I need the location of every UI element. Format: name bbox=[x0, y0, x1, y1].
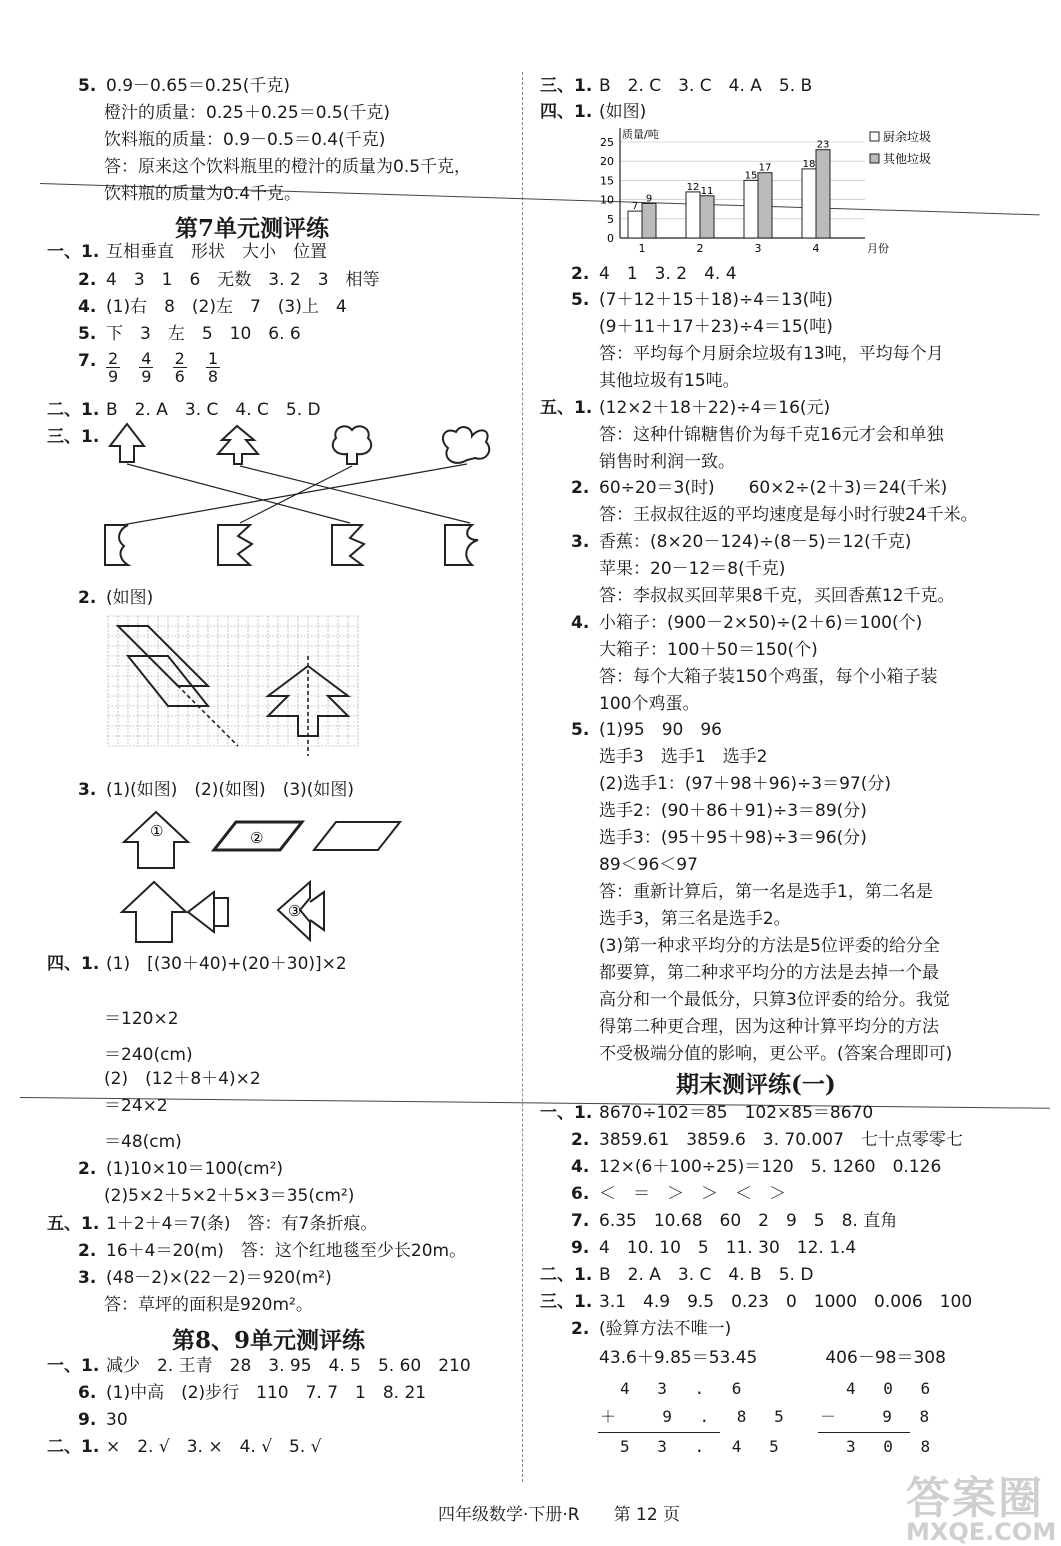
right-answer-line bbox=[599, 503, 978, 527]
answer-text: 6.35 10.68 60 2 9 5 8. 直角 bbox=[599, 1211, 898, 1231]
right-answer-line bbox=[540, 1290, 973, 1314]
question-number: 3. bbox=[78, 780, 97, 800]
left-answer-line bbox=[78, 1239, 467, 1263]
answer-text: 得第二种更合理，因为这种计算平均分的方法 bbox=[599, 1017, 939, 1037]
answer-text: 12×(6＋100÷25)＝120 5. 1260 0.126 bbox=[599, 1157, 942, 1177]
fraction: $\frac{1}{8}$ bbox=[207, 349, 219, 386]
answer-text: 4 1 3. 2 4. 4 bbox=[599, 264, 737, 284]
question-number: 4. bbox=[571, 613, 590, 633]
answer-text: 3859.61 3859.6 3. 70.007 七十点零零七 bbox=[599, 1130, 963, 1150]
right-answer-line bbox=[599, 799, 867, 823]
right-answer-line bbox=[571, 1128, 963, 1152]
answer-text: (1)10×10＝100(cm²) bbox=[106, 1159, 284, 1179]
answer-text: 高分和一个最低分，只算3位评委的给分。我觉 bbox=[599, 990, 950, 1010]
chart-bar bbox=[802, 169, 816, 238]
question-number: 2. bbox=[78, 588, 97, 608]
y-tick-label: 25 bbox=[600, 136, 614, 149]
answer-text: (12×2＋18＋22)÷4＝16(元) bbox=[599, 398, 831, 418]
right-answer-line bbox=[571, 530, 912, 554]
answer-text: 大箱子：100＋50＝150(个) bbox=[599, 640, 818, 660]
answer-text: 答：平均每个月厨余垃圾有13吨，平均每个月 bbox=[599, 344, 944, 364]
question-number: 一、1. bbox=[540, 1103, 593, 1123]
x-tick-label: 2 bbox=[696, 242, 704, 255]
x-tick-label: 4 bbox=[812, 242, 820, 255]
question-number: 5. bbox=[571, 720, 590, 740]
answer-text: 互相垂直 形状 大小 位置 bbox=[106, 242, 327, 262]
answer-text: 16＋4＝20(m) 答：这个红地毯至少长20m。 bbox=[106, 1241, 467, 1261]
bar-value-label: 7 bbox=[631, 201, 639, 213]
final1-title: 期末测评练(一) bbox=[676, 1071, 836, 1098]
answer-text: (如图) bbox=[599, 102, 647, 122]
left-answer-line bbox=[47, 1212, 378, 1236]
left-answer-line bbox=[104, 182, 301, 206]
question-number: 2. bbox=[78, 1159, 97, 1179]
answer-text: (2)5×2＋5×2＋5×3＝35(cm²) bbox=[104, 1186, 355, 1206]
chart-bar bbox=[686, 192, 700, 238]
answer-text: 4 10. 10 5 11. 30 12. 1.4 bbox=[599, 1238, 857, 1258]
answer-text: (9＋11＋17＋23)÷4＝15(吨) bbox=[599, 317, 833, 337]
right-answer-line bbox=[599, 826, 867, 850]
question-number: 四、1. bbox=[47, 954, 100, 974]
question-number: 7. bbox=[571, 1211, 590, 1231]
answer-text: 答：李叔叔买回苹果8千克，买回香蕉12千克。 bbox=[599, 586, 955, 606]
answer-text: (如图) bbox=[106, 588, 154, 608]
page-footer: 四年级数学·下册·R 第 12 页 bbox=[438, 1505, 681, 1525]
left-answer-line bbox=[104, 1130, 182, 1154]
right-answer-line bbox=[571, 476, 948, 500]
answer-text: B 2. A 3. C 4. B 5. D bbox=[599, 1265, 814, 1285]
answer-text: (1) [(30＋40)+(20＋30)]×2 bbox=[106, 954, 347, 974]
answer-text: ＜ ＝ ＞ ＞ ＜ ＞ bbox=[599, 1184, 786, 1204]
question-number: 5. bbox=[78, 76, 97, 96]
right-answer-line bbox=[599, 638, 818, 662]
left-answer-line bbox=[104, 1007, 179, 1031]
answer-text: (2) (12＋8＋4)×2 bbox=[104, 1069, 261, 1089]
chart-bar bbox=[816, 150, 830, 238]
answer-text: (1)右 8 (2)左 7 (3)上 4 bbox=[106, 297, 347, 317]
right-answer-line bbox=[599, 907, 791, 931]
answer-text: 3.1 4.9 9.5 0.23 0 1000 0.006 100 bbox=[599, 1292, 973, 1312]
question-number: 2. bbox=[571, 264, 590, 284]
left-answer-line bbox=[104, 1184, 354, 1208]
question-number: 二、1. bbox=[540, 1265, 593, 1285]
right-answer-line bbox=[540, 1263, 814, 1287]
left-answer-line bbox=[78, 322, 301, 346]
grid-figure bbox=[106, 614, 366, 764]
question-number: 4. bbox=[78, 297, 97, 317]
bar-value-label: 15 bbox=[744, 170, 758, 182]
right-answer-line bbox=[599, 961, 939, 985]
answer-text: 答：草坪的面积是920m²。 bbox=[104, 1295, 313, 1315]
right-answer-line bbox=[599, 880, 933, 904]
answer-text: 都要算，第二种求平均分的方法是去掉一个最 bbox=[599, 963, 939, 983]
chart-bar bbox=[744, 180, 758, 238]
right-answer-line bbox=[540, 100, 647, 124]
question-number: 9. bbox=[78, 1410, 97, 1430]
question-number: 3. bbox=[571, 532, 590, 552]
question-number: 5. bbox=[571, 290, 590, 310]
fraction: $\frac{4}{9}$ bbox=[141, 349, 152, 386]
left-answer-line bbox=[104, 101, 390, 125]
right-answer-line bbox=[599, 557, 785, 581]
answer-text: 销售时利润一致。 bbox=[599, 452, 735, 472]
question-number: 2. bbox=[78, 1241, 97, 1261]
y-tick-label: 0 bbox=[607, 232, 614, 245]
question-number: 二、1. bbox=[47, 400, 100, 420]
vertical-subtraction-result: 3 0 8 bbox=[846, 1437, 940, 1456]
left-answer-line bbox=[47, 952, 347, 976]
left-answer-line bbox=[78, 268, 380, 292]
right-answer-line bbox=[599, 853, 698, 877]
answer-text: 答：原来这个饮料瓶里的橙汁的质量为0.5千克， bbox=[104, 157, 472, 177]
right-answer-line bbox=[571, 1182, 786, 1206]
y-axis-label: 质量/吨 bbox=[622, 128, 659, 141]
left-answer-line bbox=[78, 295, 347, 319]
right-answer-line bbox=[599, 342, 944, 366]
chart-bar bbox=[642, 203, 656, 238]
watermark-sub: MXQE.COM bbox=[906, 1518, 1057, 1546]
answer-text: 饮料瓶的质量：0.9－0.5＝0.4(千克) bbox=[104, 130, 386, 150]
left-answer-line bbox=[104, 1043, 193, 1067]
left-answer-line bbox=[78, 778, 355, 802]
y-tick-label: 5 bbox=[607, 212, 614, 226]
right-answer-line bbox=[571, 1209, 898, 1233]
vertical-addition-mid: ＋ 9 . 8 5 bbox=[600, 1407, 793, 1426]
right-answer-line bbox=[599, 423, 944, 447]
right-answer-line bbox=[571, 718, 722, 742]
legend-label: 厨余垃圾 bbox=[883, 130, 932, 144]
answer-text: 1＋2＋4＝7(条) 答：有7条折痕。 bbox=[106, 1214, 378, 1234]
vertical-subtraction-line bbox=[818, 1432, 910, 1433]
question-number: 3. bbox=[78, 1268, 97, 1288]
left-answer-line bbox=[47, 1435, 322, 1459]
right-answer-line bbox=[571, 288, 833, 312]
answer-text: 43.6＋9.85＝53.45 406－98＝308 bbox=[599, 1348, 946, 1368]
answer-text: (7＋12＋15＋18)÷4＝13(吨) bbox=[599, 290, 833, 310]
left-answer-line bbox=[47, 398, 321, 422]
answer-text: 8670÷102＝85 102×85＝8670 bbox=[599, 1103, 874, 1123]
shapes-figure bbox=[118, 806, 418, 966]
watermark-logo bbox=[906, 1462, 1057, 1546]
y-tick-label: 10 bbox=[600, 193, 614, 207]
question-number: 2. bbox=[571, 1130, 590, 1150]
right-answer-line bbox=[599, 934, 940, 958]
question-number: 五、1. bbox=[47, 1214, 100, 1234]
left-answer-line bbox=[104, 1293, 313, 1317]
answer-text: (1)95 90 96 bbox=[599, 720, 722, 740]
answer-text: 小箱子：(900－2×50)÷(2＋6)＝100(个) bbox=[599, 613, 923, 633]
legend-swatch bbox=[870, 154, 879, 163]
answer-text: B 2. C 3. C 4. A 5. B bbox=[599, 76, 813, 96]
chart-bar bbox=[628, 211, 642, 238]
right-answer-line bbox=[599, 369, 740, 393]
answer-text: (验算方法不唯一) bbox=[599, 1319, 732, 1339]
answer-text: 选手3：(95＋95＋98)÷3＝96(分) bbox=[599, 828, 867, 848]
legend-swatch bbox=[870, 132, 879, 141]
fractions-row bbox=[106, 350, 234, 385]
right-answer-line bbox=[599, 665, 937, 689]
right-answer-line bbox=[571, 1317, 732, 1341]
answer-text: (2)选手1：(97＋98＋96)÷3＝97(分) bbox=[599, 774, 892, 794]
left-answer-line bbox=[104, 1094, 168, 1118]
vertical-addition-result: 5 3 . 4 5 bbox=[620, 1437, 788, 1456]
answer-text: ＝24×2 bbox=[104, 1096, 168, 1116]
left-answer-line bbox=[78, 349, 96, 373]
fraction: $\frac{2}{6}$ bbox=[174, 349, 185, 386]
answer-text: 选手3 选手1 选手2 bbox=[599, 747, 768, 767]
right-answer-line bbox=[571, 1236, 857, 1260]
answer-text: ＝120×2 bbox=[104, 1009, 179, 1029]
question-number: 5. bbox=[78, 324, 97, 344]
right-answer-line bbox=[599, 692, 699, 716]
left-answer-line bbox=[47, 425, 99, 449]
chart-bar bbox=[758, 173, 772, 238]
column-separator bbox=[522, 72, 523, 1482]
question-number: 二、1. bbox=[47, 1437, 100, 1457]
answer-text: 不受极端分值的影响，更公平。(答案合理即可) bbox=[599, 1044, 953, 1064]
left-answer-line bbox=[78, 1266, 332, 1290]
question-number: 2. bbox=[78, 270, 97, 290]
answer-text: 香蕉：(8×20－124)÷(8－5)＝12(千克) bbox=[599, 532, 912, 552]
question-number: 三、1. bbox=[47, 427, 100, 447]
bar-value-label: 12 bbox=[686, 181, 700, 193]
right-answer-line bbox=[540, 396, 831, 420]
circled-number-2: ② bbox=[250, 829, 264, 847]
bar-value-label: 9 bbox=[645, 193, 653, 205]
fraction: $\frac{2}{9}$ bbox=[108, 349, 119, 386]
left-answer-line bbox=[47, 240, 327, 264]
answer-text: (48－2)×(22－2)＝920(m²) bbox=[106, 1268, 332, 1288]
left-answer-line bbox=[78, 1157, 284, 1181]
answer-text: 30 bbox=[106, 1410, 128, 1430]
left-answer-line bbox=[78, 1408, 128, 1432]
fold-line-bottom bbox=[20, 1097, 1050, 1109]
left-answer-line bbox=[47, 1354, 471, 1378]
x-axis-label: 月份 bbox=[867, 242, 889, 255]
answer-text: (1)(如图) (2)(如图) (3)(如图) bbox=[106, 780, 355, 800]
question-number: 4. bbox=[571, 1157, 590, 1177]
bar-value-label: 23 bbox=[816, 139, 830, 151]
right-answer-line bbox=[599, 584, 954, 608]
answer-text: 89＜96＜97 bbox=[599, 855, 698, 875]
right-answer-line bbox=[599, 1015, 939, 1039]
answer-text: ＝240(cm) bbox=[104, 1045, 193, 1065]
answer-text: 答：每个大箱子装150个鸡蛋，每个小箱子装 bbox=[599, 667, 938, 687]
right-answer-line bbox=[540, 1101, 874, 1125]
matching-figure bbox=[100, 420, 500, 585]
watermark-main: 答案圈 bbox=[906, 1473, 1044, 1524]
answer-text: ＝48(cm) bbox=[104, 1132, 182, 1152]
answer-text: 选手3，第三名是选手2。 bbox=[599, 909, 791, 929]
vertical-subtraction-top: 4 0 6 bbox=[846, 1379, 940, 1398]
left-answer-line bbox=[104, 1067, 261, 1091]
left-answer-line bbox=[104, 155, 471, 179]
garbage-bar-chart bbox=[590, 126, 955, 260]
question-number: 2. bbox=[571, 478, 590, 498]
question-number: 五、1. bbox=[540, 398, 593, 418]
question-number: 四、1. bbox=[540, 102, 593, 122]
bar-value-label: 18 bbox=[802, 158, 816, 170]
answer-text: (1)中高 (2)步行 110 7. 7 1 8. 21 bbox=[106, 1383, 427, 1403]
answer-text: 苹果：20－12＝8(千克) bbox=[599, 559, 786, 579]
y-tick-label: 20 bbox=[600, 155, 614, 169]
vertical-addition-top: 4 3 . 6 bbox=[620, 1379, 751, 1398]
circled-number-3: ③ bbox=[288, 902, 302, 920]
answer-text: × 2. √ 3. × 4. √ 5. √ bbox=[106, 1437, 322, 1457]
left-answer-line bbox=[78, 586, 154, 610]
answer-text: 下 3 左 5 10 6. 6 bbox=[106, 324, 301, 344]
left-answer-line bbox=[78, 74, 291, 98]
right-answer-line bbox=[599, 1042, 952, 1066]
question-number: 三、1. bbox=[540, 76, 593, 96]
bar-value-label: 11 bbox=[700, 185, 714, 197]
answer-text: 60÷20＝3(时) 60×2÷(2＋3)＝24(千米) bbox=[599, 478, 948, 498]
answer-text: 选手2：(90＋86＋91)÷3＝89(分) bbox=[599, 801, 867, 821]
legend-label: 其他垃圾 bbox=[883, 152, 932, 166]
answer-text: 其他垃圾有15吨。 bbox=[599, 371, 740, 391]
left-answer-line bbox=[78, 1381, 427, 1405]
x-tick-label: 3 bbox=[754, 242, 762, 255]
answer-text: 100个鸡蛋。 bbox=[599, 694, 700, 714]
question-number: 一、1. bbox=[47, 1356, 100, 1376]
right-answer-line bbox=[599, 315, 833, 339]
right-answer-line bbox=[599, 745, 767, 769]
circled-number-1: ① bbox=[150, 822, 164, 840]
y-tick-label: 15 bbox=[600, 174, 614, 188]
question-number: 9. bbox=[571, 1238, 590, 1258]
answer-text: 答：重新计算后，第一名是选手1，第二名是 bbox=[599, 882, 933, 902]
question-number: 一、1. bbox=[47, 242, 100, 262]
vertical-subtraction-mid: － 9 8 bbox=[820, 1407, 939, 1426]
question-number: 7. bbox=[78, 351, 97, 371]
left-answer-line bbox=[104, 128, 385, 152]
answer-text: 减少 2. 王青 28 3. 95 4. 5 5. 60 210 bbox=[106, 1356, 471, 1376]
answer-text: B 2. A 3. C 4. C 5. D bbox=[106, 400, 321, 420]
question-number: 三、1. bbox=[540, 1292, 593, 1312]
right-answer-line bbox=[599, 988, 950, 1012]
question-number: 6. bbox=[78, 1383, 97, 1403]
right-answer-line bbox=[540, 74, 813, 98]
x-tick-label: 1 bbox=[638, 242, 646, 255]
answer-text: 0.9－0.65＝0.25(千克) bbox=[106, 76, 291, 96]
answer-text: 答：王叔叔往返的平均速度是每小时行驶24千米。 bbox=[599, 505, 978, 525]
question-number: 2. bbox=[571, 1319, 590, 1339]
answer-text: (3)第一种求平均分的方法是5位评委的给分全 bbox=[599, 936, 940, 956]
chart-bar bbox=[700, 196, 714, 238]
answer-text: 饮料瓶的质量为0.4千克。 bbox=[104, 184, 302, 204]
unit89-title: 第8、9单元测评练 bbox=[172, 1327, 366, 1354]
answer-text: 4 3 1 6 无数 3. 2 3 相等 bbox=[106, 270, 380, 290]
right-answer-line bbox=[599, 772, 891, 796]
right-answer-line bbox=[571, 1155, 942, 1179]
right-answer-line bbox=[599, 450, 735, 474]
unit7-title: 第7单元测评练 bbox=[175, 215, 330, 242]
question-number: 6. bbox=[571, 1184, 590, 1204]
bar-value-label: 17 bbox=[758, 162, 772, 174]
right-answer-line bbox=[571, 262, 737, 286]
right-answer-line bbox=[599, 1346, 946, 1370]
answer-text: 橙汁的质量：0.25＋0.25＝0.5(千克) bbox=[104, 103, 391, 123]
answer-text: 答：这种什锦糖售价为每千克16元才会和单独 bbox=[599, 425, 944, 445]
right-answer-line bbox=[571, 611, 923, 635]
vertical-addition-line bbox=[598, 1432, 720, 1433]
